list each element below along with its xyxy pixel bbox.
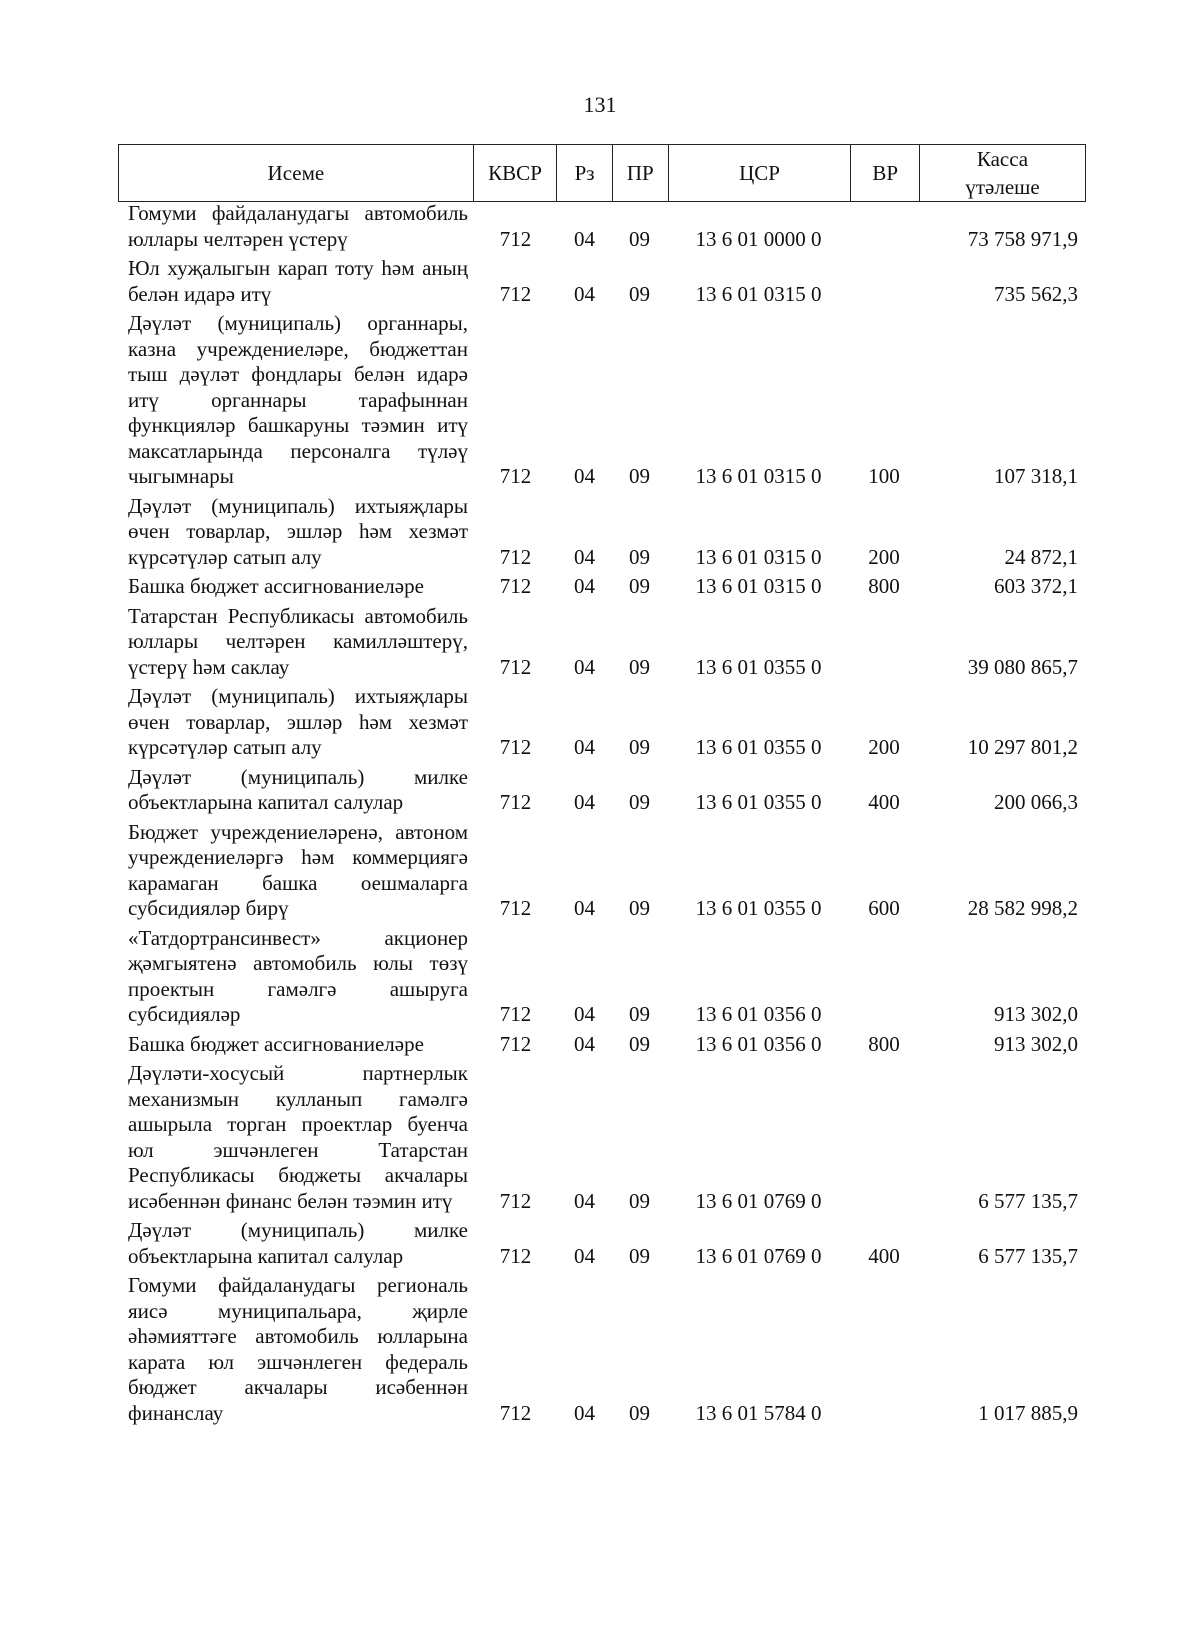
row-pr: 09	[629, 654, 650, 679]
row-pr: 09	[629, 896, 650, 920]
row-csr: 13 6 01 0769 0	[695, 1188, 822, 1213]
row-csr: 13 6 01 5784 0	[695, 1400, 822, 1425]
row-vr: 200	[868, 544, 900, 569]
row-name: Татарстан Республикасы автомобиль юллары челтәрен камилләштерү, үстерү һәм саклау	[128, 603, 468, 679]
row-kassa: 6 577 135,7	[978, 1243, 1078, 1268]
row-kvsr: 712	[499, 1188, 532, 1213]
table-row	[118, 1218, 1084, 1269]
row-name: Дәүләти-хосусый партнерлык механизмын кулланып гамәлгә ашырыла торган проектлар буенча юл эшчәнлеген Татарстан Республикасы бюджеты акчалары исәбеннән финанс белән тәэмин итү	[128, 1061, 468, 1213]
row-csr: 13 6 01 0315 0	[695, 574, 822, 598]
row-kvsr: 712	[499, 896, 532, 920]
table-row	[118, 1061, 1084, 1214]
row-rz: 04	[574, 226, 595, 251]
row-kvsr: 712	[499, 654, 532, 679]
row-kvsr: 712	[499, 226, 532, 251]
row-rz: 04	[574, 896, 595, 920]
row-pr: 09	[629, 574, 650, 598]
table-row	[118, 1273, 1084, 1426]
row-rz: 04	[574, 544, 595, 569]
row-name: Дәүләт (муниципаль) ихтыяҗлары өчен товарлар, эшләр һәм хезмәт күрсәтүләр сатып алу	[128, 684, 468, 759]
row-pr: 09	[629, 1400, 650, 1425]
row-kvsr: 712	[499, 281, 532, 306]
row-csr: 13 6 01 0355 0	[695, 654, 822, 679]
row-vr: 400	[868, 790, 900, 814]
header-csr: ЦСР	[669, 145, 852, 201]
row-kassa: 200 066,3	[994, 790, 1078, 814]
row-pr: 09	[629, 735, 650, 759]
table-row	[118, 201, 1084, 252]
header-pr: ПР	[613, 145, 669, 201]
row-kassa: 39 080 865,7	[967, 654, 1078, 679]
row-vr: 400	[868, 1243, 900, 1268]
row-kassa: 913 302,0	[994, 1002, 1078, 1026]
row-vr: 200	[868, 735, 900, 759]
table-header	[118, 144, 1086, 202]
row-kvsr: 712	[499, 464, 532, 488]
row-kassa: 73 758 971,9	[967, 226, 1078, 251]
row-kassa: 603 372,1	[994, 574, 1078, 598]
row-rz: 04	[574, 1400, 595, 1425]
row-csr: 13 6 01 0315 0	[695, 464, 822, 488]
row-vr: 600	[868, 896, 900, 920]
row-kassa: 28 582 998,2	[967, 896, 1078, 920]
row-rz: 04	[574, 281, 595, 306]
row-rz: 04	[574, 790, 595, 814]
header-rz: Рз	[557, 145, 613, 201]
table-row	[118, 574, 1084, 600]
header-name: Исеме	[119, 145, 474, 201]
row-kvsr: 712	[499, 1002, 532, 1026]
row-pr: 09	[629, 281, 650, 306]
table-row	[118, 1032, 1084, 1058]
row-name: Юл хуҗалыгын карап тоту һәм аның белән идарә итү	[128, 256, 468, 306]
row-csr: 13 6 01 0356 0	[695, 1031, 822, 1056]
row-name: Бюджет учреждениеләренә, автоном учреждениеләргә һәм коммерциягә карамаган башка оешмаларга субсидияләр бирү	[128, 819, 468, 920]
row-csr: 13 6 01 0355 0	[695, 896, 822, 920]
row-csr: 13 6 01 0315 0	[695, 281, 822, 306]
row-pr: 09	[629, 464, 650, 488]
row-kvsr: 712	[499, 1243, 532, 1268]
table-row	[118, 311, 1084, 490]
table-row	[118, 604, 1084, 681]
row-rz: 04	[574, 735, 595, 759]
table-body	[118, 201, 1084, 1430]
row-name: Дәүләт (муниципаль) милке объектларына капитал салулар	[128, 1218, 468, 1268]
row-kassa: 6 577 135,7	[978, 1188, 1078, 1213]
row-kassa: 735 562,3	[994, 281, 1078, 306]
table-row	[118, 494, 1084, 571]
header-kassa-line2: үтәлеше	[965, 175, 1040, 199]
row-csr: 13 6 01 0315 0	[695, 544, 822, 569]
row-kassa: 1 017 885,9	[978, 1400, 1078, 1425]
row-kvsr: 712	[499, 544, 532, 569]
table-row	[118, 765, 1084, 816]
row-name: Гомуми файдаланудагы региональ яисә муниципальара, җирле әһәмияттәге автомобиль юлларына карата юл эшчәнлеген федераль бюджет акчалары исәбеннән финанслау	[128, 1273, 468, 1425]
header-vr: ВР	[851, 145, 920, 201]
row-rz: 04	[574, 1002, 595, 1026]
row-kassa: 913 302,0	[994, 1031, 1078, 1056]
row-vr: 800	[868, 574, 900, 598]
row-name: Дәүләт (муниципаль) ихтыяҗлары өчен товарлар, эшләр һәм хезмәт күрсәтүләр сатып алу	[128, 493, 468, 569]
row-name: Гомуми файдаланудагы автомобиль юллары челтәрен үстерү	[128, 201, 468, 251]
row-vr: 800	[868, 1031, 900, 1056]
row-csr: 13 6 01 0000 0	[695, 226, 822, 251]
row-pr: 09	[629, 544, 650, 569]
row-pr: 09	[629, 1243, 650, 1268]
row-kvsr: 712	[499, 1400, 532, 1425]
page-number: 131	[583, 92, 617, 117]
row-rz: 04	[574, 1243, 595, 1268]
row-kvsr: 712	[499, 1031, 532, 1056]
table-row	[118, 684, 1084, 761]
row-rz: 04	[574, 654, 595, 679]
row-pr: 09	[629, 226, 650, 251]
row-name: Башка бюджет ассигнованиеләре	[128, 1031, 424, 1056]
row-kassa: 107 318,1	[994, 464, 1078, 488]
row-rz: 04	[574, 1188, 595, 1213]
row-rz: 04	[574, 1031, 595, 1056]
row-name: Дәүләт (муниципаль) милке объектларына капитал салулар	[128, 764, 468, 814]
header-kassa	[920, 145, 1085, 201]
header-kassa-line1: Касса	[976, 147, 1029, 171]
row-pr: 09	[629, 1188, 650, 1213]
table-row	[118, 926, 1084, 1028]
header-kvsr: КВСР	[474, 145, 557, 201]
row-pr: 09	[629, 1002, 650, 1026]
row-kvsr: 712	[499, 790, 532, 814]
row-name: Дәүләт (муниципаль) органнары, казна учреждениеләре, бюджеттан тыш дәүләт фондлары белән идарә итү органнары тарафыннан функцияләр башкаруны тәэмин итү максатларында персоналга түләү чыгымнары	[128, 311, 468, 488]
row-csr: 13 6 01 0356 0	[695, 1002, 822, 1026]
row-pr: 09	[629, 790, 650, 814]
row-name: Башка бюджет ассигнованиеләре	[128, 574, 424, 598]
table-row	[118, 820, 1084, 922]
row-csr: 13 6 01 0769 0	[695, 1243, 822, 1268]
row-csr: 13 6 01 0355 0	[695, 735, 822, 759]
row-rz: 04	[574, 464, 595, 488]
row-vr: 100	[868, 464, 900, 488]
row-rz: 04	[574, 574, 595, 598]
row-kvsr: 712	[499, 735, 532, 759]
row-kassa: 10 297 801,2	[967, 735, 1078, 759]
row-pr: 09	[629, 1031, 650, 1056]
row-name: «Татдортрансинвест» акционер җәмгыятенә автомобиль юлы төзү проектын гамәлгә ашыруга субсидияләр	[128, 925, 468, 1026]
table-row	[118, 256, 1084, 307]
row-csr: 13 6 01 0355 0	[695, 790, 822, 814]
row-kvsr: 712	[499, 574, 532, 598]
row-kassa: 24 872,1	[1004, 544, 1078, 569]
